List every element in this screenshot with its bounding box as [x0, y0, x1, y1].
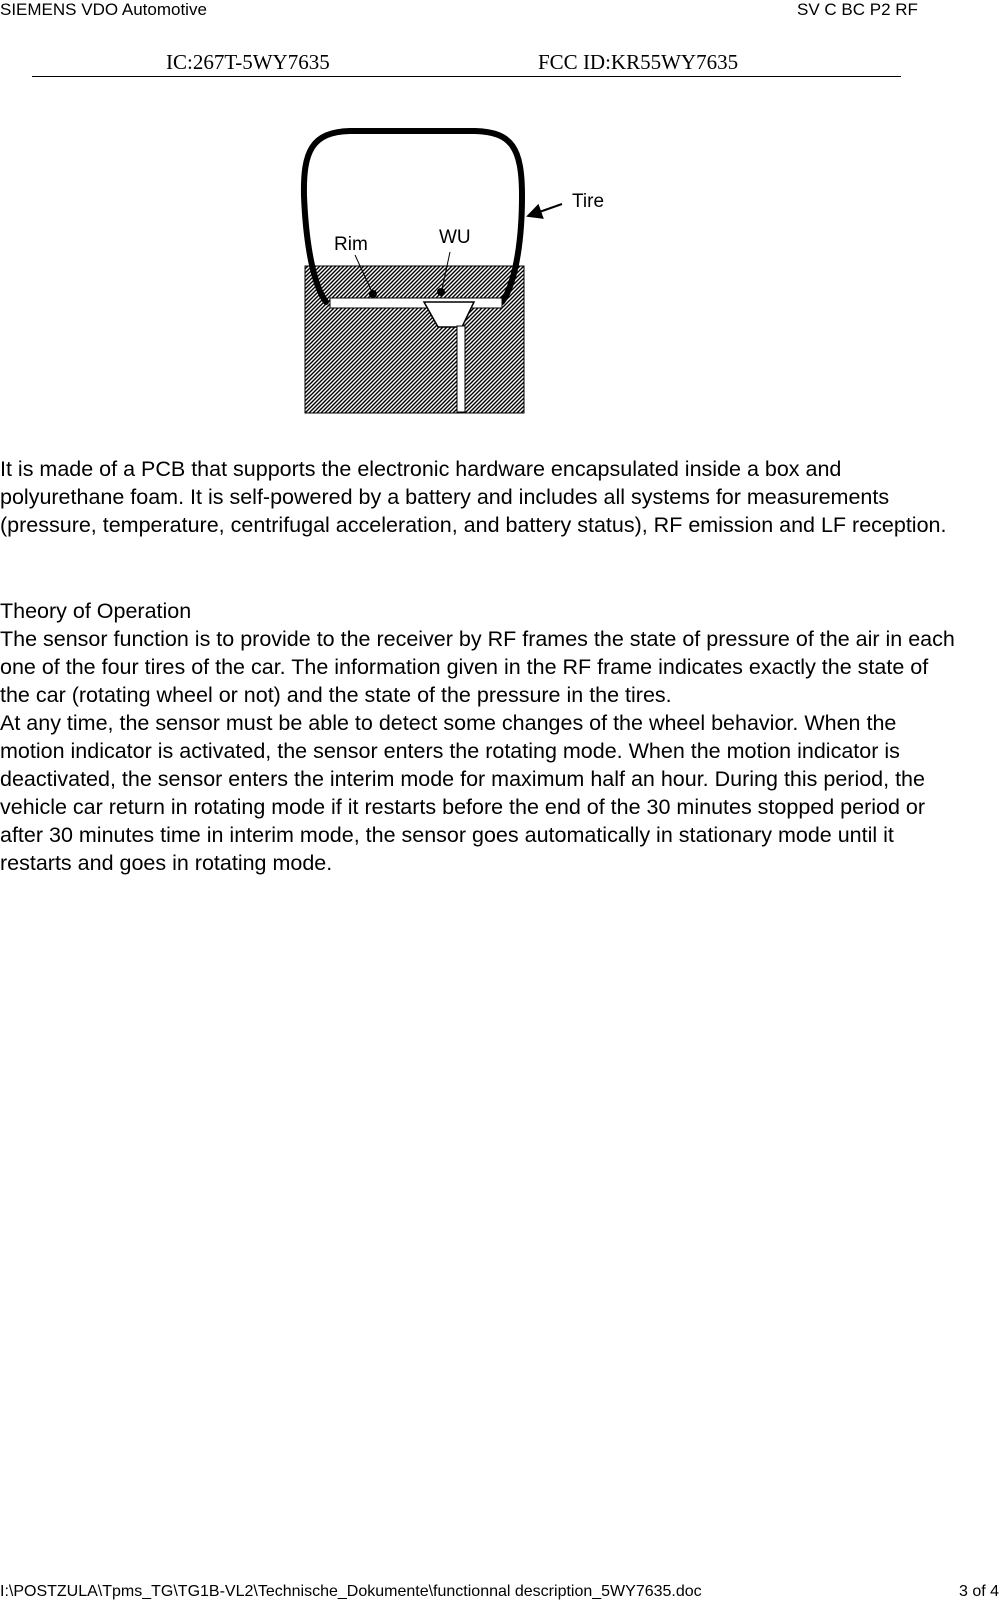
intro-section [0, 455, 960, 539]
theory-heading: Theory of Operation [0, 599, 192, 623]
footer-page-number: 3 of 4 [959, 1583, 1000, 1600]
theory-section [0, 597, 960, 877]
wu-label: WU [439, 227, 471, 248]
header-department: SV C BC P2 RF [797, 0, 918, 19]
intro-paragraph: It is made of a PCB that supports the electronic hardware encapsulated inside a box and polyurethane foam. It is self-powered by a battery and includes all systems for measurements (pressure, temperature, centrifugal acceleration, and battery status), RF emission and LF reception. [0, 457, 947, 537]
rim-label: Rim [334, 234, 368, 255]
rim-pointer-dot [369, 290, 377, 298]
header-company: SIEMENS VDO Automotive [0, 0, 207, 19]
rim-channel [330, 298, 502, 308]
valve-stem [457, 326, 465, 412]
theory-paragraph-2: At any time, the sensor must be able to detect some changes of the wheel behavior. When the motion indicator is activated, the sensor enters the rotating mode. When the motion indicator is deactivated, the sensor enters the interim mode for maximum half an hour. During this period, the vehicle car return in rotating mode if it restarts before the end of the 30 minutes stopped period or after 30 minutes time in interim mode, the sensor goes automatically in stationary mode until it restarts and goes in rotating mode. [0, 711, 926, 875]
tire-label: Tire [572, 191, 605, 212]
header-rule [32, 76, 901, 77]
footer-file-path: I:\POSTZULA\Tpms_TG\TG1B-VL2\Technische_Dokumente\functionnal description_5WY7635.doc [0, 1583, 702, 1600]
rim-hatched-area [305, 266, 524, 413]
tire-pointer-arrow [528, 204, 562, 216]
tire-sensor-diagram [300, 126, 620, 416]
ic-id: IC:267T-5WY7635 [166, 50, 330, 74]
theory-paragraph-1: The sensor function is to provide to the receiver by RF frames the state of pressure of the air in each one of the four tires of the car. The information given in the RF frame indicates exactly the state of the car (rotating wheel or not) and the state of the pressure in the tires. [0, 627, 955, 707]
fcc-id: FCC ID:KR55WY7635 [538, 50, 739, 74]
wu-pointer-dot [437, 288, 445, 296]
